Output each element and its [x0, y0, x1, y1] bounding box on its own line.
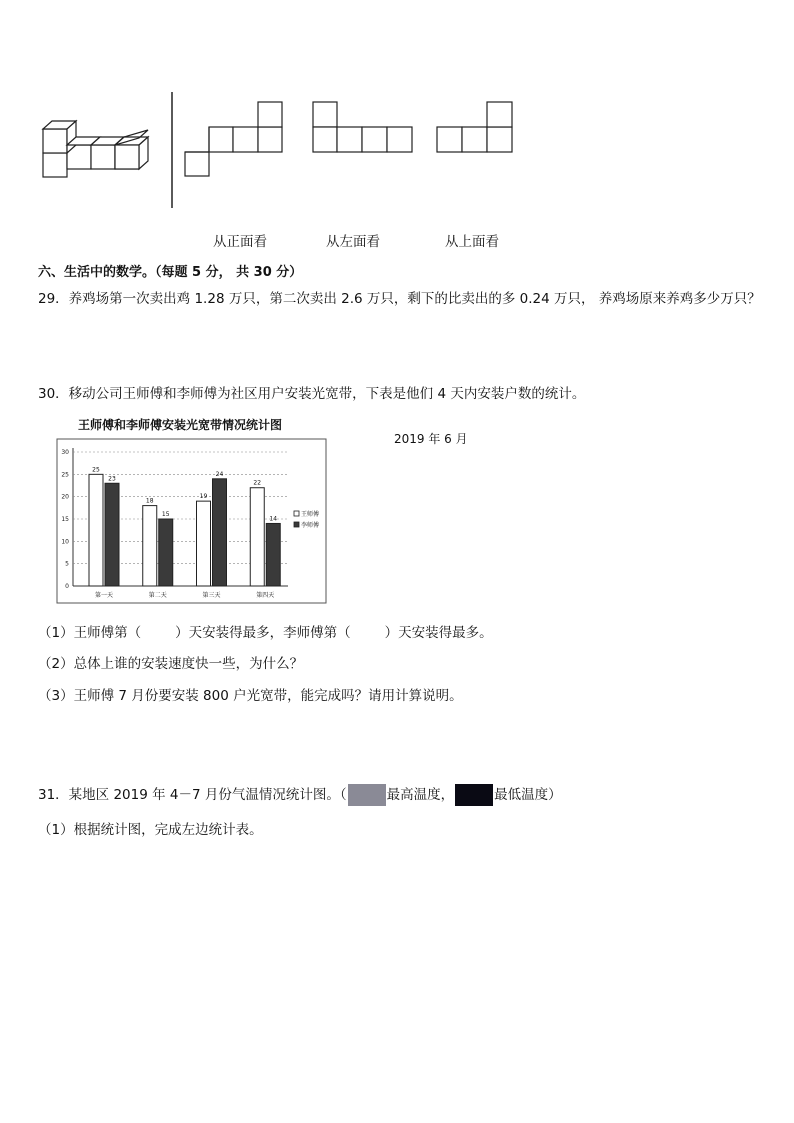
section6-heading: 六、生活中的数学。（每题 5 分， 共 30 分） — [38, 265, 303, 280]
chart-title: 王师傅和李师傅安装光宽带情况统计图 — [78, 418, 283, 432]
bar-wang — [143, 506, 157, 586]
low-temp-swatch — [455, 784, 493, 806]
bar-wang — [197, 501, 211, 586]
question-30-sub2: （2）总体上谁的安装速度快一些，为什么？ — [38, 656, 304, 672]
cube-views-figure — [0, 0, 794, 220]
data-label: 22 — [253, 479, 262, 487]
data-label: 25 — [92, 466, 100, 474]
bar-li — [213, 479, 227, 586]
y-tick-label: 10 — [61, 538, 69, 546]
legend-entry: 李师傅 — [301, 522, 320, 529]
data-label: 15 — [161, 511, 170, 518]
y-tick-label: 30 — [61, 449, 69, 456]
top-view-grid — [437, 102, 512, 152]
y-tick-label: 20 — [61, 493, 69, 501]
bar-wang — [250, 488, 264, 586]
y-tick-label: 5 — [65, 560, 69, 568]
y-tick-label: 15 — [61, 516, 69, 523]
top-view-label: 从上面看 — [445, 234, 499, 250]
legend-swatch — [294, 511, 299, 516]
data-label: 24 — [215, 470, 224, 478]
install-bar-chart — [40, 412, 340, 608]
question-31 — [38, 784, 562, 806]
x-tick-label: 第一天 — [94, 592, 114, 599]
bar-wang — [89, 474, 103, 586]
sub1-part-b: ）天安装得最多，李师傅第（ — [175, 625, 351, 641]
left-view-label: 从左面看 — [326, 234, 380, 250]
y-tick-label: 25 — [61, 471, 69, 479]
data-label: 14 — [269, 515, 278, 523]
front-view-label: 从正面看 — [213, 234, 267, 250]
left-view-grid — [313, 102, 412, 152]
data-label: 23 — [108, 475, 116, 483]
low-temp-label: 最低温度） — [494, 787, 562, 803]
sub1-part-a: （1）王师傅第（ — [38, 625, 142, 641]
high-temp-swatch — [348, 784, 386, 806]
question-30-intro: 30．移动公司王师傅和李师傅为社区用户安装光宽带，下表是他们 4 天内安装户数的统计。 — [38, 386, 586, 402]
question-29: 29．养鸡场第一次卖出鸡 1.28 万只，第二次卖出 2.6 万只，剩下的比卖出的多 0.24 万只， 养鸡场原来养鸡多少万只？ — [38, 291, 761, 307]
bar-li — [266, 523, 280, 586]
sub1-part-c: ）天安装得最多。 — [384, 625, 493, 641]
x-tick-label: 第四天 — [256, 592, 275, 599]
x-tick-label: 第三天 — [202, 592, 221, 599]
cube-solid-drawing — [43, 121, 148, 177]
y-tick-label: 0 — [65, 583, 69, 590]
question-30-sub3: （3）王师傅 7 月份要安装 800 户光宽带，能完成吗？请用计算说明。 — [38, 688, 463, 704]
q31-text: 31．某地区 2019 年 4－7 月份气温情况统计图。（ — [38, 787, 347, 803]
bar-li — [105, 483, 119, 586]
high-temp-label: 最高温度， — [386, 787, 455, 803]
chart-date: 2019 年 6 月 — [394, 432, 468, 446]
data-label: 19 — [199, 493, 208, 501]
legend-swatch — [294, 522, 299, 527]
front-view-grid — [185, 102, 282, 176]
legend-entry: 王师傅 — [301, 511, 320, 518]
question-30-sub1 — [38, 624, 493, 642]
x-tick-label: 第二天 — [148, 592, 167, 599]
question-31-sub1: （1）根据统计图，完成左边统计表。 — [38, 822, 263, 838]
bar-li — [159, 519, 173, 586]
data-label: 18 — [145, 497, 154, 505]
